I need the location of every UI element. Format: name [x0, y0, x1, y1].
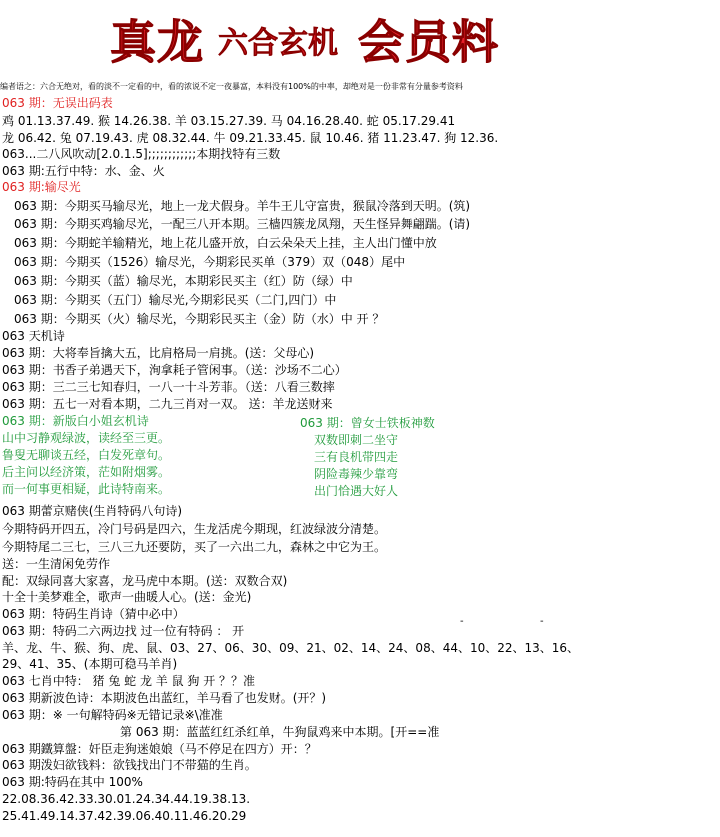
line-16: 063 期：三二三七知春归，一八一十斗芳菲。（送：八看三数摔 — [2, 380, 335, 394]
line-3: 063...二八风吹动[2.0.1.5];;;;;;;;;;;;本期找特有三数 — [2, 147, 281, 161]
col2-4: 出门恰遇大好人 — [314, 484, 399, 498]
title-part3: 会员料 — [358, 15, 499, 69]
intro-text: 编者语之：六合无绝对，看的淡不一定看的中，看的浓说不定一夜暴富，本料没有100%的中率，却绝对是一份非常有分量参考资料 — [0, 82, 463, 91]
line-30: 063 期：特码二六两边找 过一位有特码 ： 开 — [2, 624, 245, 638]
line-6: 063 期：今期买马输尽光，地上一龙犬假身。羊牛王儿守富贵，猴鼠冷落到天明。(筑) — [14, 199, 471, 213]
line-36: 第 063 期：蓝蓝红红杀红单，牛狗鼠鸡来中本期。[开==准 — [120, 725, 440, 739]
line-15: 063 期：书香子弟遇天下，洵拿耗子管闲事。（送：沙场不二心） — [2, 363, 347, 377]
line-5: 063 期:输尽光 — [2, 180, 81, 194]
line-7: 063 期：今期买鸡输尽光，一配三八开本期。三樯四簇龙凤翔，天生怪异舞翩踹。(请) — [14, 217, 471, 231]
decorative-mark: - — [540, 616, 544, 627]
line-13: 063 天机诗 — [2, 329, 65, 343]
line-8: 063 期：今期蛇羊输精光，地上花儿盛开放，白云朵朵天上挂，主人出门懂中放 — [14, 236, 437, 250]
line-24: 今期特码开四五，冷门号码是四六，生龙活虎今期现，红波绿波分清楚。 — [2, 522, 387, 536]
line-35: 063 期：※ 一句解特码※无错记录※\准准 — [2, 708, 223, 722]
line-11: 063 期：今期买（五门）输尽光,今期彩民买（二门,四门）中 — [14, 293, 337, 307]
line-12: 063 期：今期买（火）输尽光，今期彩民买主（金）防（水）中 开 ？ — [14, 312, 385, 326]
line-27: 配：双绿同喜大家喜，龙马虎中本期。(送：双数合双) — [2, 574, 288, 588]
line-31: 羊、龙、牛、猴、狗、虎、鼠、03、27、06、30、09、21、02、14、24、08、44、10、22、13、16、 — [2, 641, 580, 655]
col2-1: 双数即刺二坐守 — [314, 433, 399, 447]
line-0: 063 期：无误出码表 — [2, 96, 113, 110]
line-38: 063 期泼妇欲钱料：欲钱找出门不带猫的生肖。 — [2, 758, 257, 772]
line-19: 山中习静观绿波，读经至三更。 — [2, 431, 171, 445]
col2-2: 三有良机带四走 — [314, 450, 399, 464]
title-part2: 六合玄机 — [218, 26, 338, 61]
decorative-mark: - — [460, 616, 464, 627]
line-40: 22.08.36.42.33.30.01.24.34.44.19.38.13. — [2, 792, 251, 806]
line-14: 063 期：大将奉旨擒大五，比肩格局一肩挑。(送：父母心) — [2, 346, 315, 360]
col2-3: 阴险毒辣少靠弯 — [314, 467, 399, 481]
line-23: 063 期蕾京赌侠(生肖特码八句诗) — [2, 504, 183, 518]
line-39: 063 期:特码在其中 100% — [2, 775, 143, 789]
line-34: 063 期新波色诗：本期波色出蓝红，羊马看了也发财。(开？) — [2, 691, 327, 705]
line-33: 063 七肖中特： 猪 兔 蛇 龙 羊 鼠 狗 开 ？？准 — [2, 674, 256, 688]
line-26: 送：一生清闲免劳作 — [2, 557, 111, 571]
line-28: 十全十美梦难全，歌声一曲暖人心。(送：金光) — [2, 590, 252, 604]
line-2: 龙 06.42. 兔 07.19.43. 虎 08.32.44. 牛 09.21.33.45. 鼠 10.46. 猪 11.23.47. 狗 12.36. — [2, 131, 499, 145]
col2-0: 063 期：曾女士铁板神数 — [300, 416, 435, 430]
title-part1: 真龙 — [110, 15, 204, 69]
line-4: 063 期:五行中特：水、金、火 — [2, 164, 165, 178]
line-37: 063 期鐵算盤：奸臣走狗迷娘娘（马不停足在四方）开：？ — [2, 742, 317, 756]
line-32: 29、41、35、(本期可稳马羊肖) — [2, 657, 178, 671]
line-21: 后主问以经济策，茫如附烟雾。 — [2, 465, 171, 479]
line-1: 鸡 01.13.37.49. 猴 14.26.38. 羊 03.15.27.39. 马 04.16.28.40. 蛇 05.17.29.41 — [2, 114, 456, 128]
line-25: 今期特尾二三七，三八三九还要防，买了一六出二九，森林之中它为王。 — [2, 540, 387, 554]
line-20: 鲁叟无聊谈五经，白发死章句。 — [2, 448, 171, 462]
line-9: 063 期：今期买（1526）输尽光，今期彩民买单（379）双（048）尾中 — [14, 255, 406, 269]
header-title — [110, 6, 530, 69]
line-22: 而一何事更相疑，此诗特南来。 — [2, 482, 171, 496]
line-41: 25.41.49.14.37.42.39.06.40.11.46.20.29 — [2, 809, 247, 823]
line-29: 063 期：特码生肖诗（猜中必中） — [2, 607, 185, 621]
line-10: 063 期：今期买（蓝）输尽光，本期彩民买主（红）防（绿）中 — [14, 274, 353, 288]
line-18: 063 期：新版白小姐玄机诗 — [2, 414, 149, 428]
line-17: 063 期：五七一对看本期，二九三肖对一双。 送：羊龙送财来 — [2, 397, 333, 411]
